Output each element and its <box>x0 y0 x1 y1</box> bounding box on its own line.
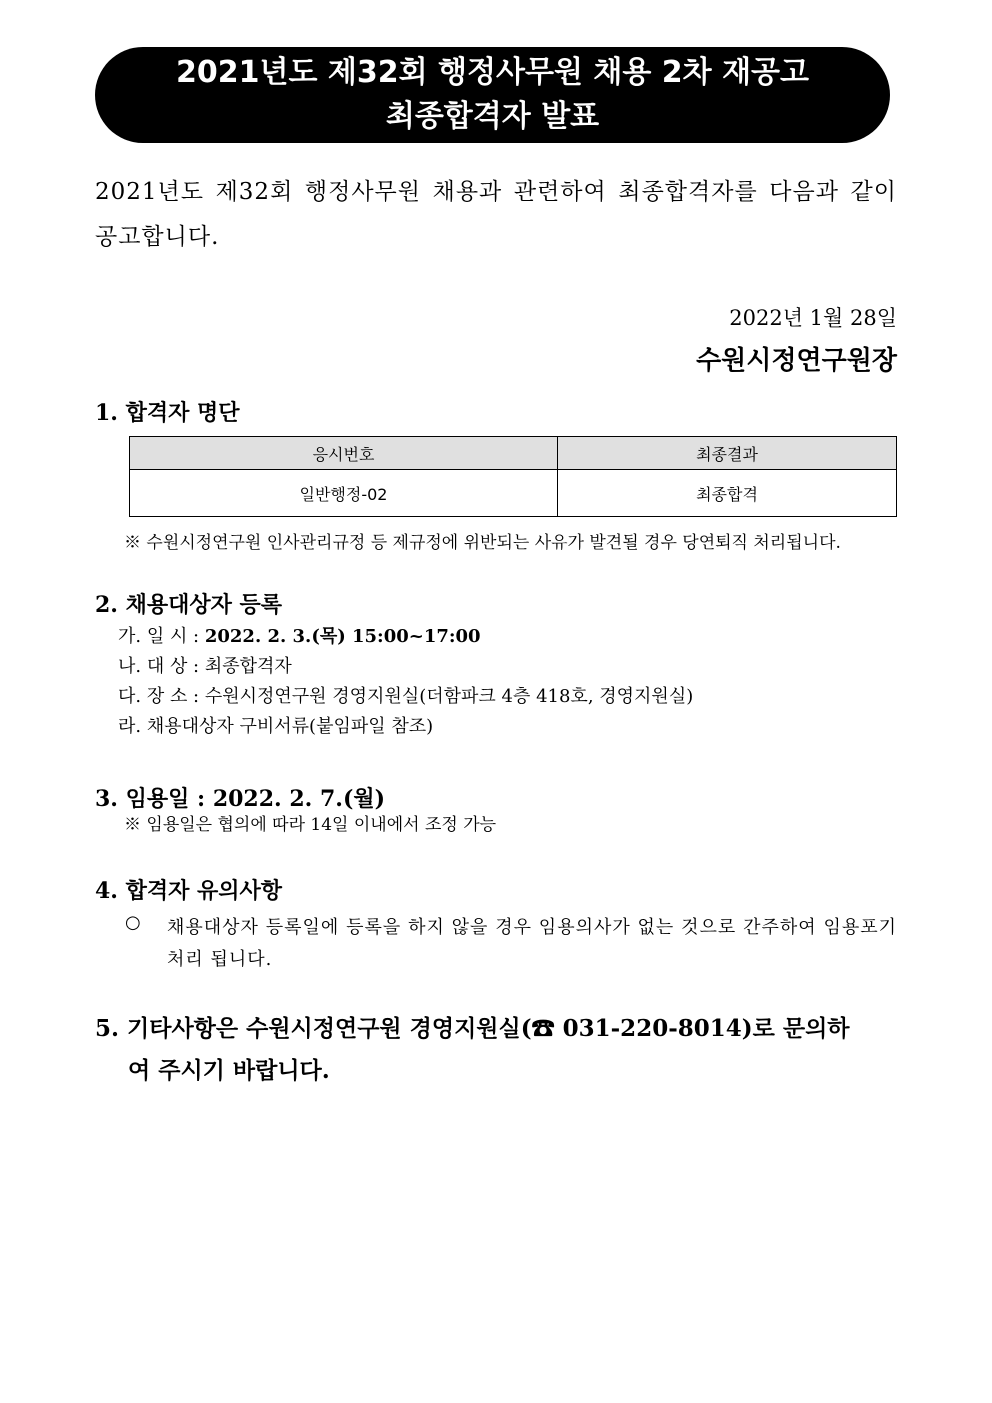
item-label: 가. 일 시 : <box>118 626 205 647</box>
section1-heading: 1. 합격자 명단 <box>95 400 240 426</box>
table-header: 응시번호 <box>130 437 558 470</box>
item-label: 라. <box>118 716 147 737</box>
table-cell: 최종합격 <box>558 470 897 517</box>
title-line-1: 2021년도 제32회 행정사무원 채용 2차 재공고 <box>175 55 810 90</box>
table-header-row <box>130 437 897 470</box>
list-item <box>118 622 481 648</box>
circle-bullet-icon: ○ <box>125 912 141 933</box>
item-value: 최종합격자 <box>204 656 292 677</box>
result-table <box>129 436 897 517</box>
list-item <box>118 652 292 678</box>
section5-line-1: 5. 기타사항은 수원시정연구원 경영지원실(☎ 031-220-8014)로 문의하 <box>95 1015 850 1042</box>
title-line-2: 최종합격자 발표 <box>385 99 600 134</box>
section4-heading: 4. 합격자 유의사항 <box>95 878 283 904</box>
intro-paragraph: 2021년도 제32회 행정사무원 채용과 관련하여 최종합격자를 다음과 같이 공고합니다. <box>95 179 897 250</box>
section1-note: ※ 수원시정연구원 인사관리규정 등 제규정에 위반되는 사유가 발견될 경우 당연퇴직 처리됩니다. <box>124 533 841 553</box>
list-item <box>118 712 433 738</box>
table-cell: 일반행정-02 <box>130 470 558 517</box>
section2-heading: 2. 채용대상자 등록 <box>95 592 283 618</box>
item-value: 채용대상자 구비서류(붙임파일 참조) <box>146 716 434 737</box>
list-item <box>118 682 693 708</box>
section3-note: ※ 임용일은 협의에 따라 14일 이내에서 조정 가능 <box>124 815 497 835</box>
item-label: 나. 대 상 : <box>118 656 205 677</box>
bullet-text: 채용대상자 등록일에 등록을 하지 않을 경우 임용의사가 없는 것으로 간주하여 임용포기처리 됩니다. <box>167 917 897 970</box>
section5-line-2: 여 주시기 바랍니다. <box>128 1057 330 1084</box>
item-value: 2022. 2. 3.(목) 15:00~17:00 <box>204 626 481 647</box>
section3-heading: 3. 임용일 : 2022. 2. 7.(월) <box>95 786 386 812</box>
table-header: 최종결과 <box>558 437 897 470</box>
announcement-date: 2022년 1월 28일 <box>729 306 897 330</box>
section5-contact <box>95 1008 897 1092</box>
signer: 수원시정연구원장 <box>696 346 897 376</box>
table-row <box>130 470 897 517</box>
item-value: 수원시정연구원 경영지원실(더함파크 4층 418호, 경영지원실) <box>204 686 694 707</box>
title-banner <box>95 47 890 143</box>
item-label: 다. 장 소 : <box>118 686 205 707</box>
